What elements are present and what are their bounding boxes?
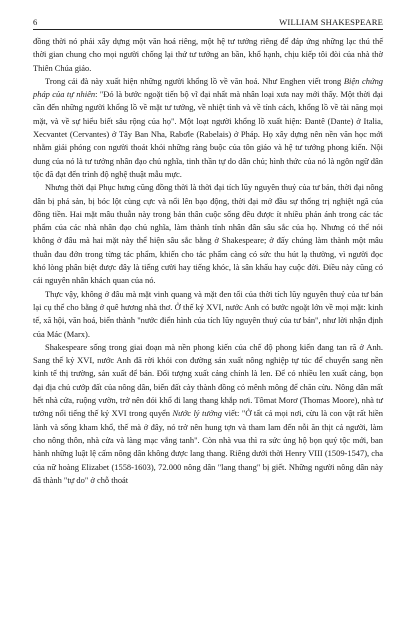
page-header: [33, 17, 383, 29]
paragraph: [33, 341, 383, 487]
running-title: WILLIAM SHAKESPEARE: [279, 17, 383, 27]
paragraph-text: : "Đó là bước ngoặt tiến bộ vĩ đại nhất mà nhân loại xưa nay mới thấy. Một thời đại cần đến những người khổng lồ về mặt tư tưởng, về nhiệt tình và về tính cách, khổng lồ về tài năng mọi mặt, và về sự hiểu biết sâu rộng của họ". Một loạt người khổng lồ xuất hiện: Đantê (Dante) ở Italia, Xecvantet (Cervantes) ở Tây Ban Nha, Rabơle (Rabelais) ở Pháp. Họ xây dựng nên nền văn học mới nhằm giải phóng con người thoát khỏi những ràng buộc của tôn giáo và hệ tư tưởng phong kiến. Nội dung của nó là tư tưởng nhân đạo chủ nghĩa, tinh thần tự do dân chủ; hình thức của nó là ngôn ngữ dân tộc đã đạt đến trình độ nghệ thuật mẫu mực.: [33, 89, 384, 179]
paragraph: [33, 35, 383, 75]
paragraph-text: đồng thời nó phải xây dựng một văn hoá riêng, một hệ tư tưởng riêng để đáp ứng những lạc thú thế thời gian chung cho mọi người chống lại thứ tư tưởng an bần, khổ hạnh, chịu kiếp tôi đòi của nhà thờ Thiên Chúa giáo.: [33, 36, 383, 73]
paragraph: [33, 75, 383, 181]
paragraph: [33, 181, 383, 287]
paragraph-text: Nhưng thời đại Phục hưng cũng đồng thời là thời đại tích lũy nguyên thuỷ của tư bản, thời đại nông dân bị phá sản, bị bóc lột cùng cực và nổi lên bạo động, thời đại mở đầu sự thống trị nghiệt ngã của đồng tiền. Hai mặt mâu thuẫn này trong bản thân cuộc sống đều được ít nhiều phản ánh trong các tác phẩm của các nhà nhân đạo chủ nghĩa, làm thành tính nhân đân sâu sắc của họ. Nhưng có thể nói không ở đâu mà hai mặt này thể hiện sâu sắc bằng ở Shakespeare; ở đấy chúng làm thành một mâu thuẫn đau đớn trong từng tác phẩm, khiến cho tác phẩm càng có sức thu hút lạ thường, vì người đọc khó lòng phân biệt được đây là tiếng cười hay tiếng khóc, là sân khấu hay cuộc đời. Điều này cũng có cái nguyên nhân khách quan của nó.: [33, 182, 383, 286]
paragraph-text: Trong cái đà này xuất hiện những người khổng lồ về văn hoá. Như Enghen viết trong: [45, 75, 344, 86]
body-text: [33, 35, 383, 487]
page-number: 6: [33, 17, 38, 27]
paragraph-text: Shakespeare sống trong giai đoạn mà nền phong kiến của chế độ phong kiến đang tan rã ở Anh. Sang thế kỷ XVI, nước Anh đã rời khỏi con đường sản xuất nông nghiệp tự túc để chuyển sang nền kinh tế thị trường, sản xuất để bán. Đối tượng xuất cảng chính là len. Để có nhiều len xuất cảng, bọn đại địa chủ cướp đất của nông dân, biến đất cày thành đồng cỏ mênh mông để chăn cừu. Nông dân mất hết nhà cửa, ruộng vườn, trở nên đói khổ đi lang thang khắp nơi. Tômat Morơ (Thomas Moore), nhà tư tưởng nổi tiếng thế kỷ XVI trong quyển: [33, 341, 383, 419]
italic-title: Biện chứng pháp của tự nhiên: [33, 75, 384, 100]
paragraph-text: Thực vậy, không ở đâu mà mặt vinh quang và mặt đen tối của thời tích lũy nguyên thuỷ của tư bản lại cụ thể cho bằng ở quê hương nhà thơ. Ở thế kỷ XVI, nước Anh có bước ngoặt lớn về mọi mặt: kinh tế, xã hội, văn hoá, biến thành "nước điển hình của tích lũy nguyên thuỷ của tư bản", như lời nhận định của Mác (Marx).: [33, 288, 383, 339]
paragraph-text: viết: "Ở tất cả mọi nơi, cừu là con vật rất hiền lành và sống kham khổ, thế mà ở đây, nó trở nên hung tợn và tham lam đến nỗi ăn thịt cả người, làm cho nông thôn, nhà cửa và làng mạc vắng tanh". Còn nhà vua thì ra sức ủng hộ bọn quý tộc mới, ban hành những luật lệ cấm nông dân không được lang thang. Riêng dưới thời Henry VIII (1509-1547), cha của nữ hoàng Elizabet (1558-1603), 72.000 nông dân "lang thang" bị giết. Những người nông dân này đã thành "tự do" ở chỗ thoát: [33, 408, 383, 485]
italic-title: Nước lý tưởng: [172, 408, 222, 419]
paragraph: [33, 288, 383, 341]
header-rule: [33, 29, 383, 30]
